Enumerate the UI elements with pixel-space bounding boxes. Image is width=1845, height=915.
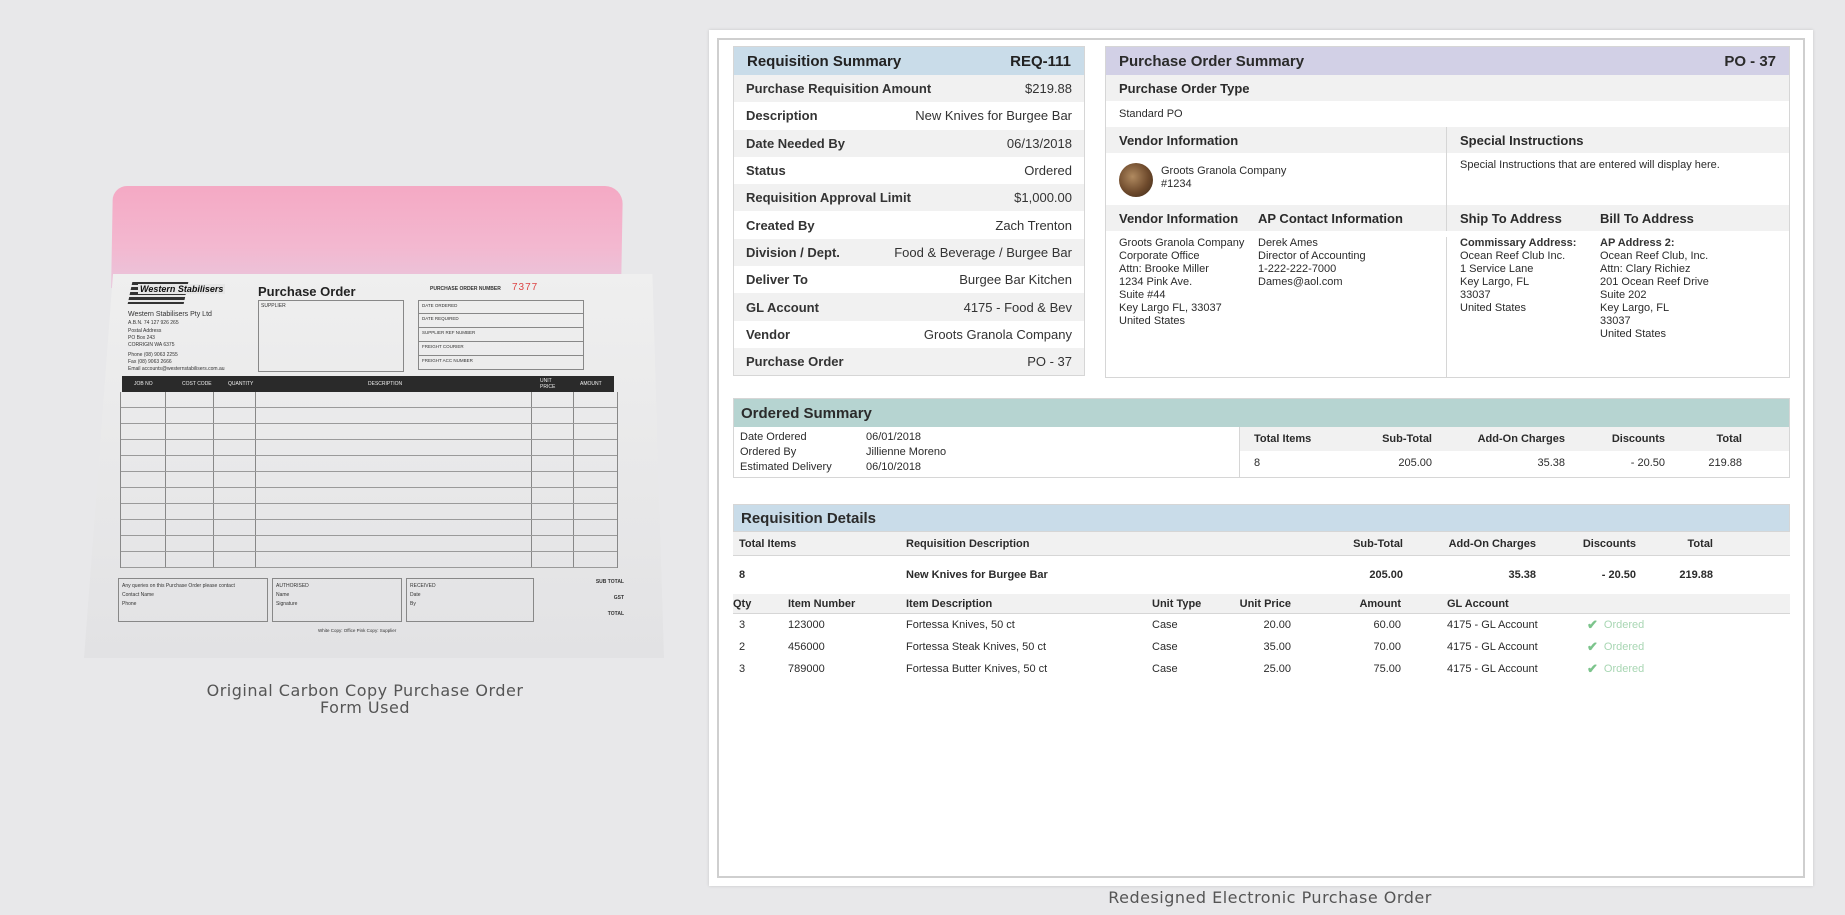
- address-band: [1106, 205, 1789, 231]
- special-instructions-label: Special Instructions: [1446, 127, 1584, 153]
- status-label: Ordered: [1603, 619, 1645, 631]
- field-label: Vendor: [746, 326, 791, 342]
- supplier-box: [258, 300, 404, 372]
- date-ordered-row: [740, 430, 1239, 445]
- section-title: Requisition Summary: [747, 52, 902, 70]
- item-status: [1575, 617, 1644, 633]
- pink-carbon-sheet: [111, 186, 623, 288]
- col-header: Add-On Charges: [1448, 537, 1536, 550]
- item-header-row: [733, 594, 1790, 614]
- footer-text: Contact Name: [122, 592, 154, 598]
- col-header: QUANTITY: [228, 381, 254, 387]
- right-caption: Redesigned Electronic Purchase Order: [1108, 888, 1432, 907]
- add-on-charges: 35.38: [1508, 569, 1536, 581]
- col-header: Total Items: [1254, 433, 1312, 445]
- footer-text: RECEIVED: [410, 583, 436, 589]
- add-on-charges: 35.38: [1537, 457, 1565, 469]
- requisition-row: [734, 266, 1084, 293]
- requisition-row: [734, 130, 1084, 157]
- ap-contact: [1258, 237, 1446, 377]
- address-line: CORRIGIN WA 6375: [128, 342, 175, 348]
- requisition-row: [734, 293, 1084, 320]
- field-label: Date Ordered: [740, 431, 807, 443]
- item-qty: 3: [739, 619, 746, 631]
- meta-row: FREIGHT ACC NUMBER: [418, 356, 584, 370]
- checkmark-icon: ✔: [1587, 617, 1598, 632]
- requisition-row: [734, 157, 1084, 184]
- form-footer-authorised: [272, 578, 402, 622]
- col-header: Item Description: [906, 597, 993, 610]
- footer-text: AUTHORISED: [276, 583, 309, 589]
- item-status: [1575, 661, 1644, 677]
- ship-to-address: [1446, 237, 1600, 377]
- col-header: JOB NO: [134, 381, 153, 387]
- item-rows: [733, 614, 1790, 680]
- requisition-summary: [733, 46, 1085, 376]
- ship-to-title: Commissary Address:: [1460, 237, 1577, 249]
- form-grid-header: [122, 376, 614, 392]
- item-gl-account: 4175 - GL Account: [1447, 619, 1538, 631]
- address-info: [1106, 231, 1789, 377]
- footer-text: Name: [276, 592, 290, 598]
- col-header: Unit Type: [1152, 597, 1202, 610]
- col-header: Bill To Address: [1600, 210, 1694, 226]
- ordered-summary-header: Ordered Summary: [734, 399, 1789, 427]
- item-row[interactable]: [733, 636, 1790, 658]
- purchase-order-summary: [1105, 46, 1790, 378]
- field-value: 4175 - Food & Bev: [963, 299, 1072, 315]
- field-label: Purchase Requisition Amount: [746, 81, 932, 97]
- form-totals: [538, 574, 624, 622]
- meta-row: DATE REQUIRED: [418, 314, 584, 328]
- field-label: Division / Dept.: [746, 244, 840, 260]
- bill-to-address: [1600, 237, 1709, 377]
- ordered-summary-body: [734, 427, 1789, 477]
- address-line: PO Box 243: [128, 335, 155, 341]
- vendor-name: Groots Granola Company: [1161, 165, 1287, 177]
- carbon-copy-photo: [84, 186, 664, 658]
- address-line: Postal Address: [128, 328, 162, 334]
- total-items: 8: [739, 569, 746, 581]
- copy-note: White Copy: Office Pink Copy: Supplier: [318, 628, 397, 633]
- status-label: Ordered: [1603, 641, 1645, 653]
- vendor-avatar: [1119, 163, 1153, 197]
- footer-text: Any queries on this Purchase Order please contact: [122, 583, 235, 589]
- item-unit-price: 25.00: [1263, 663, 1291, 675]
- item-row[interactable]: [733, 614, 1790, 636]
- order-totals-values: [1240, 451, 1789, 475]
- footer-text: SUB TOTAL: [595, 579, 624, 585]
- field-value: Ordered: [1024, 163, 1072, 179]
- item-unit-price: 35.00: [1263, 641, 1291, 653]
- total-items: 8: [1254, 457, 1261, 469]
- field-label: Estimated Delivery: [740, 461, 832, 473]
- requisition-row: [734, 211, 1084, 238]
- left-caption: Original Carbon Copy Purchase Order Form Used: [206, 681, 524, 717]
- col-header: Qty: [733, 597, 752, 610]
- company-email: Email accounts@westernstabilisers.com.au: [128, 366, 225, 372]
- form-title: Purchase Order: [258, 284, 356, 299]
- vendor-address-line: Corporate Office: [1119, 250, 1200, 262]
- item-description: Fortessa Knives, 50 ct: [906, 619, 1015, 631]
- field-value: 06/13/2018: [1006, 135, 1072, 151]
- bill-to-title: AP Address 2:: [1600, 237, 1675, 249]
- vendor-address-line: Suite #44: [1119, 289, 1166, 301]
- requisition-row: [734, 102, 1084, 129]
- footer-text: Date: [410, 592, 421, 598]
- item-row[interactable]: [733, 658, 1790, 680]
- footer-text: TOTAL: [607, 611, 624, 617]
- bill-to-line: Key Largo, FL: [1600, 302, 1670, 314]
- col-header: Unit Price: [1239, 597, 1291, 610]
- item-unit-type: Case: [1152, 663, 1178, 675]
- item-description: Fortessa Butter Knives, 50 ct: [906, 663, 1048, 675]
- col-header: UNIT PRICE: [540, 378, 556, 390]
- requisition-row: [734, 239, 1084, 266]
- order-totals: [1239, 427, 1789, 477]
- field-label: GL Account: [746, 299, 819, 315]
- col-header: Discounts: [1611, 433, 1665, 445]
- supplier-label: SUPPLIER: [261, 303, 286, 309]
- company-address: [128, 328, 248, 373]
- meta-row: DATE ORDERED: [418, 300, 584, 314]
- po-summary-header: [1106, 47, 1789, 75]
- company-block: [128, 310, 212, 328]
- item-amount: 60.00: [1373, 619, 1401, 631]
- vendor-info-label: Vendor Information: [1119, 132, 1239, 148]
- carbon-form: [118, 282, 648, 642]
- company-abn: A.B.N. 74 127 926 265: [128, 320, 179, 326]
- date-ordered: 06/01/2018: [866, 431, 922, 443]
- col-header: Requisition Description: [906, 537, 1030, 550]
- form-footer-contact: [118, 578, 268, 622]
- total: 219.88: [1708, 457, 1742, 469]
- col-header: COST CODE: [182, 381, 212, 387]
- bill-to-line: Ocean Reef Club, Inc.: [1600, 250, 1709, 262]
- order-dates: [734, 427, 1239, 477]
- estimated-delivery: 06/10/2018: [866, 461, 922, 473]
- po-type-value: Standard PO: [1119, 108, 1183, 120]
- item-unit-price: 20.00: [1263, 619, 1291, 631]
- requisition-row: [734, 321, 1084, 348]
- details-header-row: [733, 532, 1790, 556]
- item-amount: 70.00: [1373, 641, 1401, 653]
- vendor-card-text: [1161, 153, 1286, 205]
- item-qty: 3: [739, 663, 746, 675]
- col-header: Item Number: [788, 597, 856, 610]
- status-label: Ordered: [1603, 663, 1645, 675]
- col-header: GL Account: [1447, 597, 1509, 610]
- col-header: Amount: [1359, 597, 1401, 610]
- po-number-label: PURCHASE ORDER NUMBER: [430, 286, 501, 292]
- item-gl-account: 4175 - GL Account: [1447, 641, 1538, 653]
- sub-total: 205.00: [1369, 569, 1403, 581]
- company-fax: Fax (08) 9063 2666: [128, 359, 172, 365]
- ap-contact-line: 1-222-222-7000: [1258, 263, 1337, 275]
- discounts: - 20.50: [1630, 457, 1665, 469]
- col-header: AP Contact Information: [1258, 210, 1403, 226]
- footer-text: Signature: [276, 601, 298, 607]
- po-id: PO - 37: [1724, 52, 1776, 70]
- field-value: PO - 37: [1027, 354, 1072, 370]
- section-title: Purchase Order Summary: [1119, 52, 1305, 70]
- bill-to-line: 33037: [1600, 315, 1631, 327]
- item-gl-account: 4175 - GL Account: [1447, 663, 1538, 675]
- ship-to-line: 1 Service Lane: [1460, 263, 1534, 275]
- field-label: Ordered By: [740, 446, 797, 458]
- vendor-address-line: 1234 Pink Ave.: [1119, 276, 1193, 288]
- ap-contact-line: Derek Ames: [1258, 237, 1318, 249]
- bill-to-line: Suite 202: [1600, 289, 1647, 301]
- col-header: Sub-Total: [1353, 537, 1403, 550]
- order-totals-header: [1240, 427, 1789, 451]
- footer-text: Phone: [122, 601, 137, 607]
- vendor-number: #1234: [1161, 178, 1192, 190]
- bill-to-line: Attn: Clary Richiez: [1600, 263, 1691, 275]
- item-status: [1575, 639, 1644, 655]
- ap-contact-line: Dames@aol.com: [1258, 276, 1343, 288]
- field-value: Food & Beverage / Burgee Bar: [894, 244, 1072, 260]
- field-label: Date Needed By: [746, 135, 845, 151]
- form-grid: [120, 392, 618, 568]
- field-label: Created By: [746, 217, 815, 233]
- item-number: 123000: [788, 619, 825, 631]
- field-label: Deliver To: [746, 272, 808, 288]
- special-instructions-text: Special Instructions that are entered will display here.: [1446, 153, 1789, 205]
- item-qty: 2: [739, 641, 746, 653]
- company-phone: Phone (08) 9063 2255: [128, 352, 178, 358]
- item-number: 456000: [788, 641, 825, 653]
- col-header: Ship To Address: [1446, 205, 1600, 231]
- discounts: - 20.50: [1601, 569, 1636, 581]
- col-header: Add-On Charges: [1477, 433, 1565, 445]
- company-name: Western Stabilisers Pty Ltd: [128, 311, 212, 318]
- checkmark-icon: ✔: [1587, 639, 1598, 654]
- ship-to-line: Key Largo, FL: [1460, 276, 1530, 288]
- ordered-summary: [733, 398, 1790, 478]
- ordered-by: Jillienne Moreno: [866, 446, 947, 458]
- ship-to-line: 33037: [1460, 289, 1491, 301]
- order-meta-box: [418, 300, 584, 370]
- company-logo-text: Western Stabilisers: [140, 284, 224, 294]
- requisition-row: [734, 184, 1084, 211]
- item-number: 789000: [788, 663, 825, 675]
- requisition-rows: [734, 75, 1084, 375]
- checkmark-icon: ✔: [1587, 661, 1598, 676]
- ordered-by-row: [740, 445, 1239, 460]
- meta-row: SUPPLIER REF NUMBER: [418, 328, 584, 342]
- sub-total: 205.00: [1398, 457, 1432, 469]
- bill-to-line: United States: [1600, 328, 1667, 340]
- requisition-row: [734, 348, 1084, 375]
- ship-to-line: United States: [1460, 302, 1527, 314]
- field-value: New Knives for Burgee Bar: [915, 108, 1072, 124]
- field-label: Description: [746, 108, 818, 124]
- field-value: Zach Trenton: [995, 217, 1072, 233]
- col-header: Vendor Information: [1119, 210, 1239, 226]
- requisition-details-header: Requisition Details: [733, 504, 1790, 532]
- bill-to-lines: [1600, 250, 1709, 341]
- bill-to-line: 201 Ocean Reef Drive: [1600, 276, 1709, 288]
- requisition-row: [734, 75, 1084, 102]
- field-value: Burgee Bar Kitchen: [959, 272, 1072, 288]
- requisition-details: [733, 504, 1790, 680]
- estimated-delivery-row: [740, 460, 1239, 475]
- field-label: Purchase Order: [746, 354, 844, 370]
- col-header: Total: [1687, 537, 1713, 550]
- footer-text: By: [410, 601, 416, 607]
- ship-to-lines: [1460, 250, 1600, 315]
- field-label: Requisition Approval Limit: [746, 190, 911, 206]
- col-header: AMOUNT: [580, 381, 602, 387]
- item-amount: 75.00: [1373, 663, 1401, 675]
- vendor-address-line: Key Largo FL, 33037: [1119, 302, 1222, 314]
- footer-text: GST: [613, 595, 624, 601]
- vendor-address-line: Attn: Brooke Miller: [1119, 263, 1209, 275]
- vendor-address: [1106, 237, 1258, 377]
- details-value-row: [733, 556, 1790, 594]
- col-header: Sub-Total: [1382, 433, 1432, 445]
- field-value: Groots Granola Company: [923, 326, 1072, 342]
- field-value: $1,000.00: [1014, 190, 1072, 206]
- requisition-description: New Knives for Burgee Bar: [906, 569, 1048, 581]
- form-footer-received: [406, 578, 534, 622]
- vendor-address-line: United States: [1119, 315, 1186, 327]
- meta-row: FREIGHT COURIER: [418, 342, 584, 356]
- col-header: Total Items: [739, 537, 797, 550]
- item-description: Fortessa Steak Knives, 50 ct: [906, 641, 1047, 653]
- item-unit-type: Case: [1152, 641, 1178, 653]
- po-number: 7377: [512, 282, 539, 293]
- vendor-band: [1106, 127, 1789, 153]
- field-value: $219.88: [1025, 81, 1072, 97]
- vendor-row: [1106, 153, 1789, 205]
- vendor-card[interactable]: [1106, 153, 1446, 205]
- ship-to-line: Ocean Reef Club Inc.: [1460, 250, 1566, 262]
- col-header: DESCRIPTION: [368, 381, 403, 387]
- po-type-label: Purchase Order Type: [1106, 75, 1789, 101]
- field-label: Status: [746, 163, 786, 179]
- vendor-address-line: Groots Granola Company: [1119, 237, 1245, 249]
- col-header: Total: [1716, 433, 1742, 445]
- total: 219.88: [1679, 569, 1713, 581]
- col-header: Discounts: [1582, 537, 1636, 550]
- requisition-summary-header: [734, 47, 1084, 75]
- item-unit-type: Case: [1152, 619, 1178, 631]
- ap-contact-line: Director of Accounting: [1258, 250, 1366, 262]
- requisition-id: REQ-111: [1010, 52, 1071, 70]
